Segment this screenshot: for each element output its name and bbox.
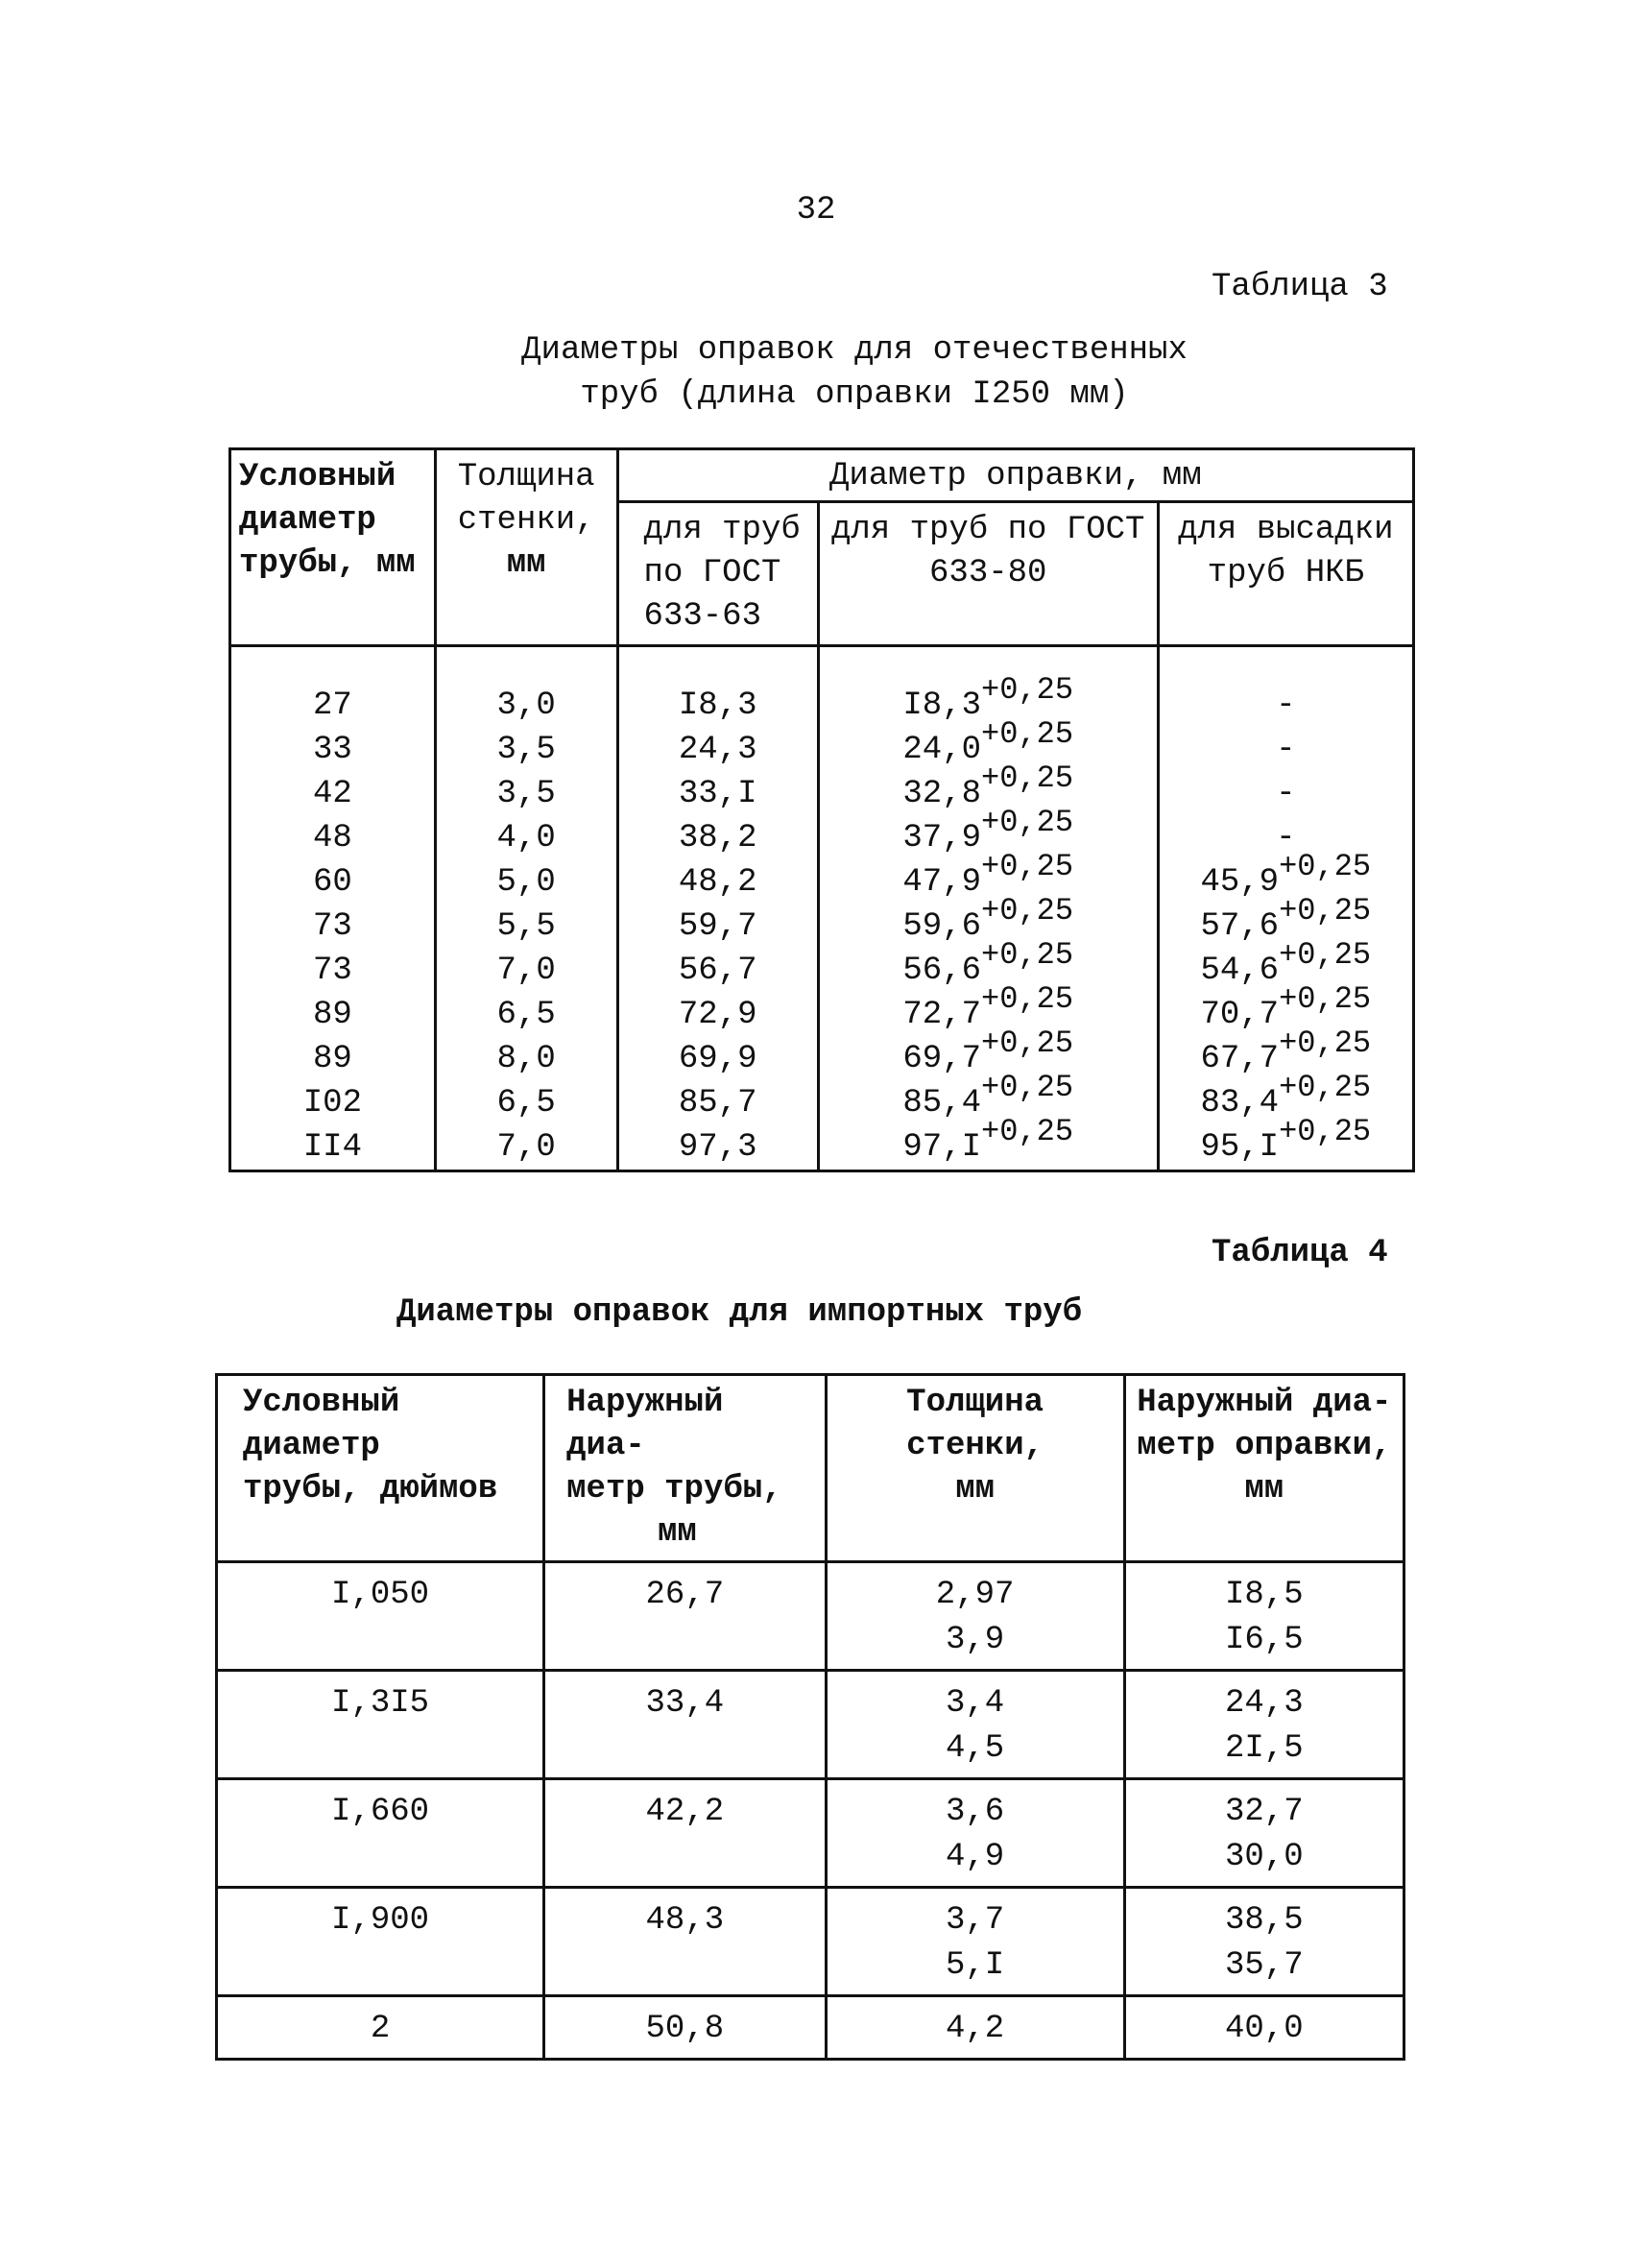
table3-title-line2: труб (длина оправки I250 мм) (580, 376, 1129, 413)
table3-caption: Таблица 3 (1212, 269, 1388, 305)
table3-cell-tol: $97,I^{+0,25}$ (902, 1113, 1074, 1166)
table3-cell: 33 (312, 732, 352, 768)
table3-col-gost80 (818, 646, 1158, 1171)
table4-cell-cond: 2 (217, 1996, 544, 2060)
table3-title (0, 328, 1632, 417)
table3-cell: I8,3 (678, 688, 757, 724)
table4-row (217, 1779, 1404, 1888)
table3-cell: 85,7 (678, 1085, 757, 1122)
table3-cell-tol: $70,7^{+0,25}$ (1200, 980, 1372, 1033)
table4-row (217, 1671, 1404, 1779)
table3-col-nkb (1158, 646, 1413, 1171)
table3-cell-dash: - (1276, 776, 1296, 812)
table3-cell: 4,0 (496, 820, 556, 857)
table4-cell-mandrel: 32,7 30,0 (1124, 1779, 1404, 1888)
table3-cell-tol: $56,6^{+0,25}$ (902, 936, 1074, 989)
table3-cell: 97,3 (678, 1129, 757, 1166)
table4-row (217, 1888, 1404, 1996)
table3-cell: II4 (302, 1129, 362, 1166)
table3-cell: 3,0 (496, 688, 556, 724)
table4-cell-cond: I,900 (217, 1888, 544, 1996)
table3-header-cond-diam: Условный диаметр трубы, мм (230, 449, 436, 646)
table3-col-wall (435, 646, 617, 1171)
table3-cell: 24,3 (678, 732, 757, 768)
table4-cell-outer: 26,7 (544, 1562, 826, 1671)
table3-cell-tol: $67,7^{+0,25}$ (1200, 1025, 1372, 1077)
table3-cell-tol: $37,9^{+0,25}$ (902, 804, 1074, 857)
table4-header-row (217, 1375, 1404, 1562)
table3-cell-dash: - (1276, 820, 1296, 857)
table3-cell-tol: $72,7^{+0,25}$ (902, 980, 1074, 1033)
table3-cell: 6,5 (496, 997, 556, 1033)
table4-row (217, 1562, 1404, 1671)
table3-cell: 89 (312, 997, 352, 1033)
table3-cell-tol: $I8,3^{+0,25}$ (902, 671, 1074, 724)
table3-cell-tol: $95,I^{+0,25}$ (1200, 1113, 1372, 1166)
table4-header-outer-diam: Наружный диа- метр трубы, мм (544, 1375, 826, 1562)
table4-cell-outer: 33,4 (544, 1671, 826, 1779)
table3-cell: 60 (312, 864, 352, 901)
table3-cell: 7,0 (496, 1129, 556, 1166)
table3-cell: 38,2 (678, 820, 757, 857)
table3-cell: 48,2 (678, 864, 757, 901)
table3-cell: 59,7 (678, 908, 757, 945)
table4-cell-wall: 2,97 3,9 (826, 1562, 1124, 1671)
table3-cell: 56,7 (678, 953, 757, 989)
table3-cell-tol: $69,7^{+0,25}$ (902, 1025, 1074, 1077)
table3-cell-tol: $59,6^{+0,25}$ (902, 892, 1074, 945)
table4-header-wall: Толщина стенки, мм (826, 1375, 1124, 1562)
table3-cell: 42 (312, 776, 352, 812)
table4-cell-cond: I,660 (217, 1779, 544, 1888)
table4-cell-wall: 3,7 5,I (826, 1888, 1124, 1996)
table3-cell: 6,5 (496, 1085, 556, 1122)
table3-cell: 3,5 (496, 732, 556, 768)
table3-cell: 8,0 (496, 1041, 556, 1077)
table3-header-gost63: для труб по ГОСТ 633-63 (617, 502, 818, 646)
table3-cell: 73 (312, 908, 352, 945)
table3-header-row (230, 449, 1414, 502)
table3-cell-tol: $47,9^{+0,25}$ (902, 848, 1074, 901)
table3-header-group: Диаметр оправки, мм (617, 449, 1413, 502)
table4-header-cond-diam: Условный диаметр трубы, дюймов (217, 1375, 544, 1562)
table3-header-wall: Толщина стенки, мм (435, 449, 617, 646)
table4-cell-mandrel: 38,5 35,7 (1124, 1888, 1404, 1996)
table4-row (217, 1996, 1404, 2060)
table3-cell: 73 (312, 953, 352, 989)
table3-cell: 69,9 (678, 1041, 757, 1077)
table3-header-gost80: для труб по ГОСТ 633-80 (818, 502, 1158, 646)
table4-header-mandrel: Наружный диа- метр оправки, мм (1124, 1375, 1404, 1562)
table3-cell: 33,I (678, 776, 757, 812)
table3-title-line1: Диаметры оправок для отечественных (521, 332, 1188, 369)
table3-cell-tol: $57,6^{+0,25}$ (1200, 892, 1372, 945)
table3-body-row (230, 646, 1414, 1171)
table4-cell-outer: 48,3 (544, 1888, 826, 1996)
table3-header-nkb: для высадки труб НКБ (1158, 502, 1413, 646)
table4-cell-wall: 3,6 4,9 (826, 1779, 1124, 1888)
table4-cell-outer: 50,8 (544, 1996, 826, 2060)
table4-cell-cond: I,3I5 (217, 1671, 544, 1779)
table3-col-gost63 (617, 646, 818, 1171)
table4-cell-mandrel: 40,0 (1124, 1996, 1404, 2060)
table4-title: Диаметры оправок для импортных труб (396, 1294, 1083, 1331)
table3-cell-dash: - (1276, 688, 1296, 724)
table3-col-diam (230, 646, 436, 1171)
table3-cell: I02 (302, 1085, 362, 1122)
table3-cell-dash: - (1276, 732, 1296, 768)
table4 (215, 1373, 1405, 2061)
table4-caption: Таблица 4 (1212, 1235, 1388, 1271)
table3 (228, 447, 1415, 1172)
table4-cell-cond: I,050 (217, 1562, 544, 1671)
table3-cell: 72,9 (678, 997, 757, 1033)
table4-cell-wall: 3,4 4,5 (826, 1671, 1124, 1779)
table4-cell-mandrel: 24,3 2I,5 (1124, 1671, 1404, 1779)
table3-cell: 3,5 (496, 776, 556, 812)
table3-cell-tol: $24,0^{+0,25}$ (902, 715, 1074, 768)
page-number: 32 (796, 192, 836, 229)
table3-cell-tol: $83,4^{+0,25}$ (1200, 1069, 1372, 1122)
table3-cell: 27 (312, 688, 352, 724)
table4-cell-outer: 42,2 (544, 1779, 826, 1888)
table4-cell-wall: 4,2 (826, 1996, 1124, 2060)
table3-cell-tol: $54,6^{+0,25}$ (1200, 936, 1372, 989)
table3-cell: 48 (312, 820, 352, 857)
table3-cell-tol: $32,8^{+0,25}$ (902, 760, 1074, 812)
table3-cell: 89 (312, 1041, 352, 1077)
table3-cell: 7,0 (496, 953, 556, 989)
table4-cell-mandrel: I8,5 I6,5 (1124, 1562, 1404, 1671)
table3-cell: 5,0 (496, 864, 556, 901)
table3-cell-tol: $45,9^{+0,25}$ (1200, 848, 1372, 901)
table3-cell: 5,5 (496, 908, 556, 945)
table3-cell-tol: $85,4^{+0,25}$ (902, 1069, 1074, 1122)
